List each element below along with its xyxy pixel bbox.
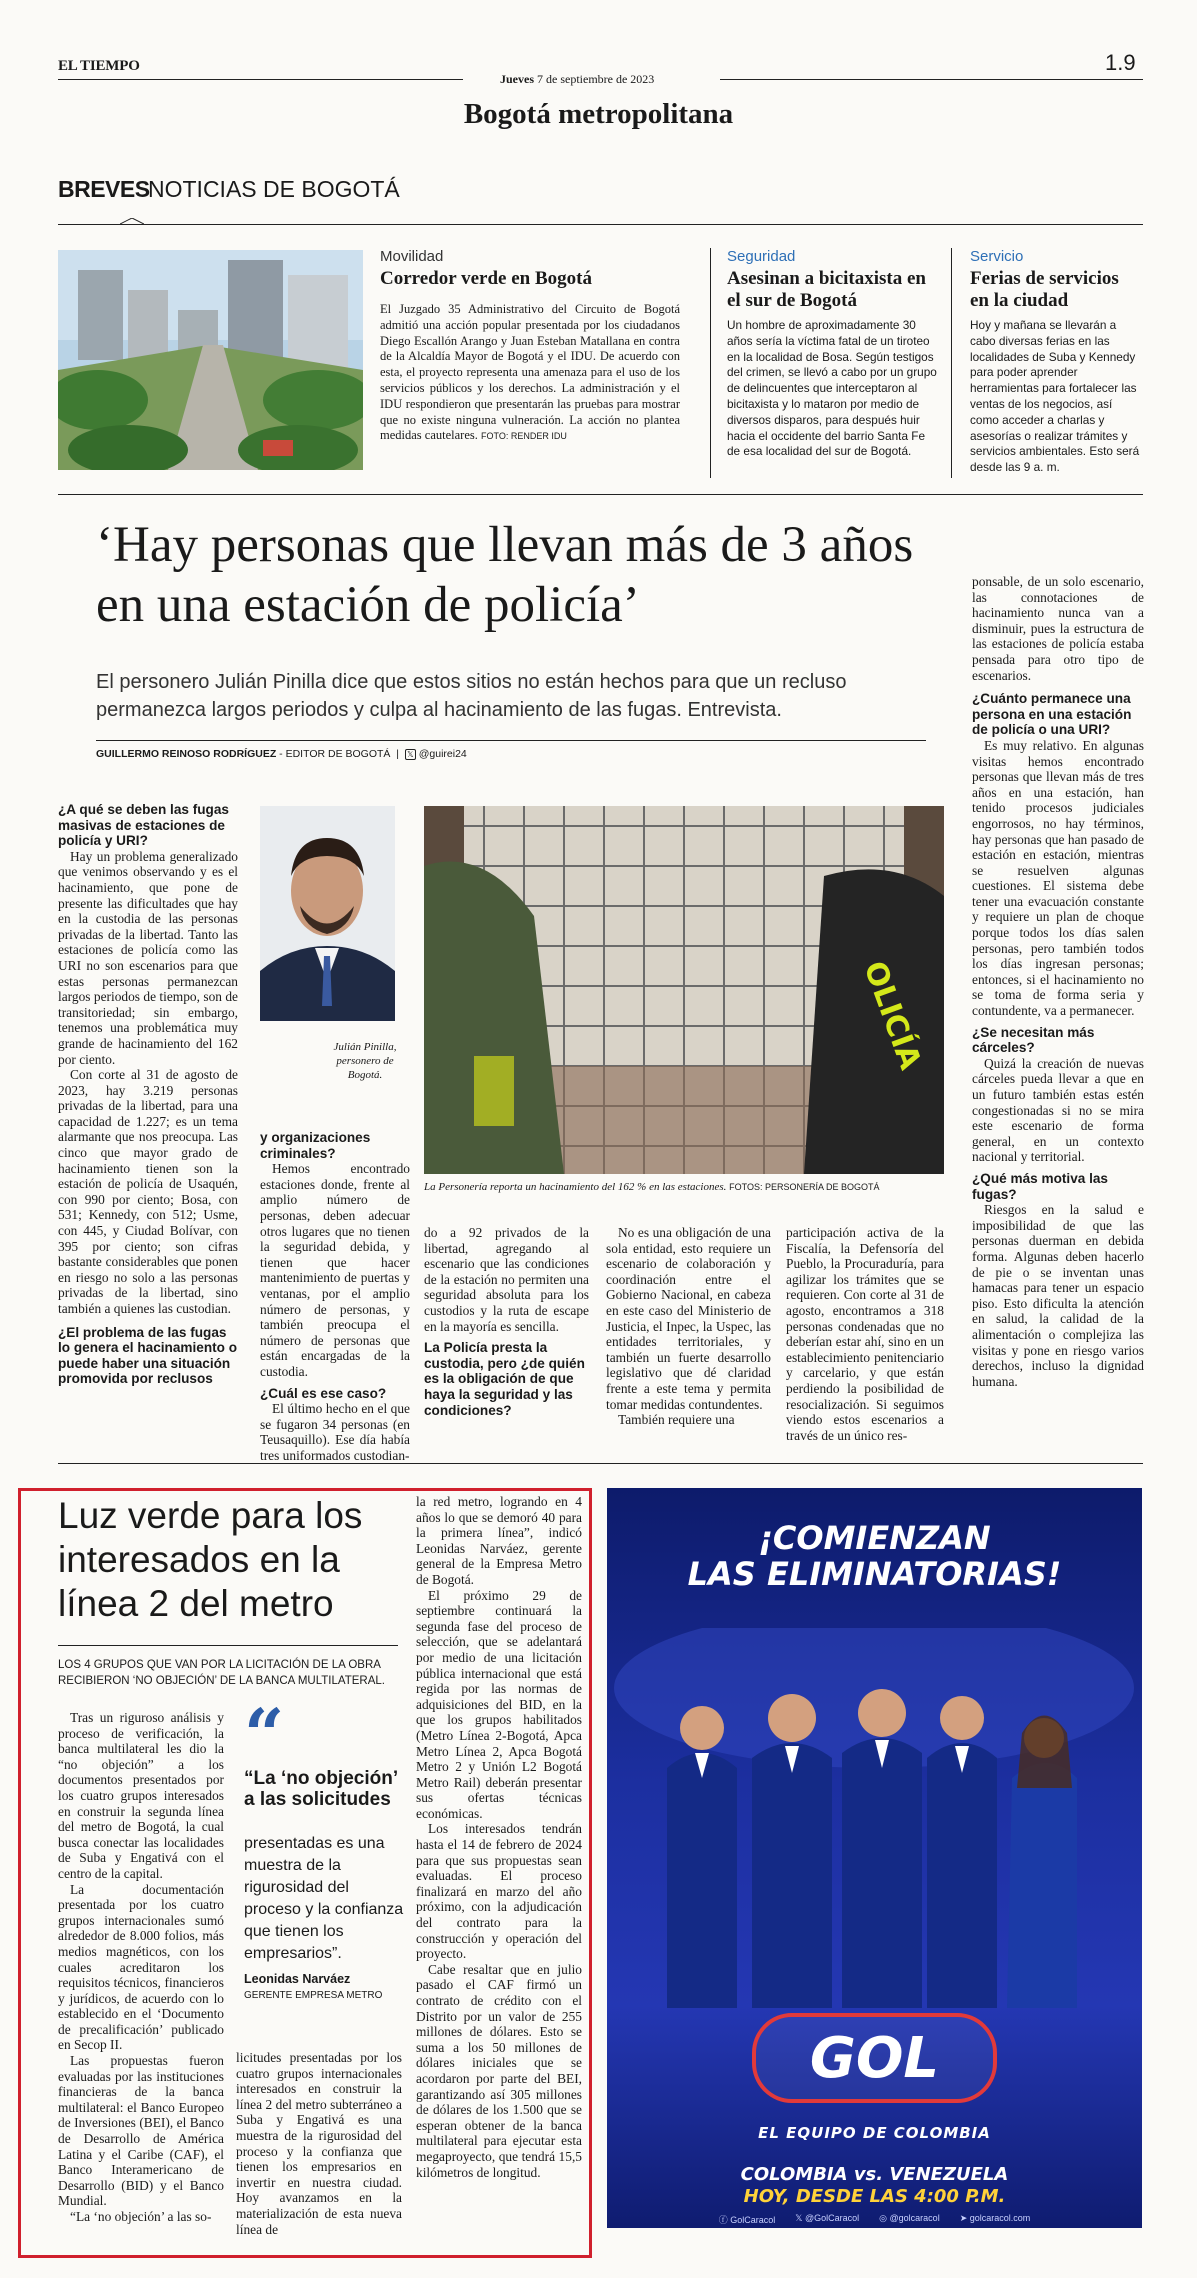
web-icon-link[interactable]: ➤ golcaracol.com: [959, 2213, 1031, 2223]
breves-notch: [120, 218, 144, 228]
breves-bottom-rule: [58, 494, 1143, 495]
pull-quote-role: GERENTE EMPRESA METRO: [244, 1990, 383, 2001]
breves-sublabel: NOTICIAS DE BOGOTÁ: [148, 176, 400, 202]
issue-date: [500, 72, 654, 87]
paragraph: licitudes presentadas por los cuatro grupos internacionales interesados en construir la línea 2 del metro subterráneo a Suba y Engativá es una muestra de la rigurosidad del proceso y la confianza que tienen los empresarios en invertir en nuestra ciudad. Hoy avanzamos en la materialización de esta nueva línea de: [236, 2050, 402, 2237]
ad-tagline: EL EQUIPO DE COLOMBIA: [758, 2124, 991, 2142]
paragraph: Tras un riguroso análisis y proceso de verificación, la banca multilateral les dio la “no objeción” a los documentos presentados por los cuatro grupos interesados en construir la segunda línea del metro de Bogotá, la cual busca conectar las localidades de Suba y Engativá con el centro de la capital.: [58, 1710, 224, 1881]
portrait-caption: Julián Pinilla, personero de Bogotá.: [333, 1041, 397, 1081]
gol-logo: GOL: [752, 2013, 997, 2103]
ad-social-links: [607, 2213, 1142, 2226]
answer: Con corte al 31 de agosto de 2023, hay 3.219 personas privadas de la libertad, para una capacidad de 1.227; es un tema alarmante que nos preocupa. Las cinco que mayor grado de hacinamiento tienen son la estación de policía de Usaquén, con 990 por ciento; Bosa, con 531; Kennedy, con 512; Usme, con 445, y Ciudad Bolívar, con 395 por ciento; son cifras bastante considerables que ponen en riesgo no solo a las personas privadas de la libertad, sino también a quienes las custodian.: [58, 1067, 238, 1316]
question-end: y organizaciones criminales?: [260, 1130, 371, 1161]
quote-mark-icon: “: [244, 1693, 285, 1776]
header-rule-left: [58, 79, 463, 80]
question: La Policía presta la custodia, pero ¿de quién es la obligación de que haya la seguridad y las condiciones?: [424, 1340, 585, 1418]
portrait-photo: [260, 806, 395, 1021]
brief-1-credit: FOTO: RENDER IDU: [481, 431, 567, 442]
interview-col-3: [424, 1225, 589, 1418]
breves-divider-2: [951, 248, 952, 478]
paragraph: Las propuestas fueron evaluadas por las instituciones financieras de la banca multilateral: el Banco Europeo de Inversiones (BEI), el Banco de Desarrollo de América Latina y el Caribe (CAF), el Banco Interamericano de Desarrollo (BID) y el Banco Mundial.: [58, 2053, 224, 2209]
question: ¿A qué se deben las fugas masivas de estaciones de policía y URI?: [58, 802, 229, 849]
question: ¿Cuánto permanece una persona en una estación de policía o una URI?: [972, 691, 1132, 738]
photo-caption: [424, 1180, 944, 1194]
interview-col-6: [972, 574, 1144, 1389]
station-photo: [424, 806, 944, 1174]
social-handle: GolCaracol: [730, 2215, 776, 2225]
metro-title: Luz verde para los interesados en la línea 2 del metro: [58, 1495, 363, 1624]
ad-time: HOY, DESDE LAS 4:00 P.M.: [743, 2186, 1006, 2207]
paragraph: El próximo 29 de septiembre continuará la segunda fase del proceso de selección, que se adelantará por medio de una licitación pública internacional que está regida por las normas de adquisiciones del BID, en la que los grupos habilitados (Metro Línea 2-Bogotá, Apca Metro Línea 2, Apca Bogotá Metro 2 y Unión L2 Bogotá Metro Rail) deberán presentar sus ofertas técnicas económicas.: [416, 1587, 582, 1821]
question: ¿El problema de las fugas lo genera el hacinamiento o puede haber una situación promovida por reclusos: [58, 1324, 238, 1387]
issue-date-rest: 7 de septiembre de 2023: [534, 72, 655, 86]
masthead-logo: EL TIEMPO: [58, 58, 140, 74]
pull-quote-lead: “La ‘no objeción’ a las solicitudes: [244, 1768, 398, 1810]
byline-rule: [96, 740, 926, 741]
breves-divider-1: [710, 248, 711, 478]
answer: participación activa de la Fiscalía, la Defensoría del Pueblo, la Procuraduría, para agilizar los trámites que se requieren. Con corte al 31 de agosto, encontramos a 318 personas condenadas que no deberían estar ahí, sino en un establecimiento penitenciario y carcelario, y que están perdiendo la posibilidad de resocialización. Si seguimos viendo estos escenarios a través de un único res-: [786, 1225, 944, 1443]
brief-3-title: Ferias de servicios en la ciudad: [970, 268, 1119, 311]
page-number: 1.9: [1105, 50, 1136, 75]
instagram-icon-link[interactable]: ◎ @golcaracol: [879, 2213, 940, 2223]
breves-rule: [58, 224, 1143, 225]
main-bottom-rule: [58, 1463, 1143, 1464]
interview-col-1: [58, 802, 238, 1387]
brief-3-text: Hoy y mañana se llevarán a cabo diversas ferias en las localidades de Suba y Kennedy para poder aprender herramientas para fortalecer las ventas de los negocios, así como acceder a charlas y asesorías o realizar trámites y servicios ambientales. Esto será desde las 9 a. m.: [970, 318, 1140, 475]
ad-headline: [607, 1520, 1142, 1592]
byline-role: - EDITOR DE BOGOTÁ: [276, 748, 391, 760]
main-deck: El personero Julián Pinilla dice que estos sitios no están hechos para que un recluso permanezca largos periodos y culpa al hacinamiento de las fugas. Entrevista.: [96, 671, 847, 721]
question: ¿Qué más motiva las fugas?: [972, 1170, 1108, 1202]
paragraph: la red metro, logrando en 4 años lo que se demoró 40 para la primera línea”, indicó Leonidas Narváez, gerente general de la Empresa Metro de Bogotá.: [416, 1494, 582, 1587]
ad-presenters-image: [607, 1628, 1142, 2008]
interview-col-2: [260, 1130, 410, 1463]
social-handle: golcaracol.com: [969, 2213, 1031, 2223]
ad-match: COLOMBIA vs. VENEZUELA: [740, 2164, 1009, 2185]
ad-headline-line1: ¡COMIENZAN: [758, 1519, 991, 1557]
x-icon: 𝕏: [405, 749, 416, 760]
question: ¿Se necesitan más cárceles?: [972, 1024, 1095, 1056]
metro-col-2: [236, 2050, 402, 2237]
pull-quote-body: presentadas es una muestra de la rigurosidad del proceso y la confianza que tienen los empresarios”.: [244, 1835, 404, 1962]
brief-1-text: [380, 302, 680, 445]
x-icon-link[interactable]: 𝕏 @GolCaracol: [795, 2213, 860, 2223]
main-headline: ‘Hay personas que llevan más de 3 años en una estación de policía’: [96, 517, 914, 633]
answer: Es muy relativo. En algunas visitas hemos encontrado personas que llevan más de tres años en una estación, han tenido procesos judiciales engorrosos, no hay términos, hay personas que han pasado de estación en estación, mientras se resuelven algunas cuestiones. El sistema debe tener una evacuación constante y requiere un plan de choque porque todos los días salen personas, pero también todos los días ingresan personas; entonces, si el hacinamiento no se toma de forma seria y contundente, va a permanecer.: [972, 737, 1144, 1019]
brief-2-kicker: Seguridad: [727, 248, 796, 265]
issue-day: Jueves: [500, 72, 534, 86]
photo-credit: FOTOS: PERSONERÍA DE BOGOTÁ: [729, 1182, 880, 1192]
interview-col-5: [786, 1225, 944, 1443]
paragraph: Cabe resaltar que en julio pasado el CAF firmó un contrato de crédito con el Distrito por un valor de 255 millones de dólares. Esto se suma a los 50 millones de dólares iniciales que se acordaron por parte del BEI, garantizando así 305 millones de dólares de los 1.500 que se esperan obtener de la banca multilateral para ejecutar esta megaproyecto, que tendrá 15,5 kilómetros de longitud.: [416, 1961, 582, 2180]
answer: Quizá la creación de nuevas cárceles pueda llevar a que en un futuro también estas estén congestionadas si no se mira este escenario de forma general, en un contexto nacional y territorial.: [972, 1055, 1144, 1165]
answer: El último hecho en el que se fugaron 34 personas (en Teusaquillo). Ese día había tres uniformados custodian-: [260, 1401, 410, 1463]
brief-2-title: Asesinan a bicitaxista en el sur de Bogotá: [727, 268, 926, 311]
paragraph: “La ‘no objeción’ a las so-: [70, 2209, 212, 2224]
brief-1-kicker: Movilidad: [380, 248, 444, 265]
paragraph: La documentación presentada por los cuatro grupos internacionales sumó alrededor de 8.000 folios, más medios magnéticos, con los cuales acreditaron los requisitos técnicos, financieros y jurídicos, de acuerdo con lo establecido en el ‘Documento de precalificación’ publicado en Secop II.: [58, 1881, 224, 2053]
brief-2-text: Un hombre de aproximadamente 30 años sería la víctima fatal de un tiroteo en la localidad de Bosa. Según testigos del crimen, se llevó a cabo por un grupo de delincuentes que interceptaron al bicitaxista y lo mataron por medio de diversos disparos, para después huir hacia el occidente del barrio Santa Fe de esa localidad del sur de Bogotá.: [727, 318, 937, 459]
answer: No es una obligación de una sola entidad, esto requiere un escenario de colaboración y coordinación entre el Gobierno Nacional, en cabeza en este caso del Ministerio de Justicia, el Inpec, la Uspec, las entidades territoriales, y también un fuerte desarrollo legislativo que dé claridad frente a este tema y permita tomar medidas contundentes.: [606, 1225, 771, 1412]
photo-caption-text: La Personería reporta un hacinamiento del 162 % en las estaciones.: [424, 1181, 727, 1193]
interview-col-4: [606, 1225, 771, 1428]
answer: También requiere una: [618, 1412, 735, 1428]
vest-text: OLICÍA: [856, 956, 928, 1075]
facebook-icon-link[interactable]: ⓕ GolCaracol: [718, 2215, 776, 2225]
pull-quote-author: Leonidas Narváez: [244, 1972, 351, 1986]
gol-caracol-ad[interactable]: [607, 1488, 1142, 2228]
brief-1-body: El Juzgado 35 Administrativo del Circuito de Bogotá admitió una acción popular presentada por los ciudadanos Diego Escallón Arango y Juan Esteban Matallana en contra de la Alcaldía Mayor de Bogotá y el IDU. De acuerdo con esta, el proyecto representa una amenaza para el uso de los servicios públicos y los derechos. La administración y el IDU respondieron que presentarán las pruebas para mostrar que no existe ninguna vulneración. La acción no plantea medidas cautelares.: [380, 302, 680, 443]
metro-col-3: [416, 1494, 582, 2180]
answer: ponsable, de un solo escenario, las connotaciones de hacinamiento nunca van a disminuir, pues la estructura de las estaciones de policía estaba pensada para otro tipo de escenarios.: [972, 574, 1144, 683]
metro-rule: [58, 1645, 398, 1646]
byline: GUILLERMO REINOSO RODRÍGUEZ - EDITOR DE BOGOTÁ | 𝕏 @guirei24: [96, 748, 467, 760]
brief-3-kicker: Servicio: [970, 248, 1024, 265]
header-rule-right: [720, 79, 1143, 80]
question: ¿Cuál es ese caso?: [260, 1385, 387, 1401]
answer: do a 92 privados de la libertad, agregando al escenario que las condiciones de la estación no permiten una seguridad absoluta para los custodios y la ruta de escape en la mayoría es sencilla.: [424, 1225, 589, 1334]
paragraph: Los interesados tendrán hasta el 14 de febrero de 2024 para que sus propuestas sean evaluadas. El proceso finalizará en marzo del año próximo, con la adjudicación del contrato para la construcción y operación del proyecto.: [416, 1821, 582, 1962]
breves-label: BREVES: [58, 176, 150, 202]
corredor-verde-photo: [58, 250, 363, 470]
brief-1-title: Corredor verde en Bogotá: [380, 268, 592, 289]
ad-headline-line2: LAS ELIMINATORIAS!: [687, 1555, 1062, 1593]
social-handle: @GolCaracol: [805, 2213, 860, 2223]
byline-author: GUILLERMO REINOSO RODRÍGUEZ: [96, 748, 277, 760]
answer: Hay un problema generalizado que venimos observando y es el hacinamiento, que pone de presente las dificultades que hay en la custodia de las personas privadas de la libertad. Tanto las estaciones de policía como las URI no son escenarios para que estas personas permanezcan largos periodos de tiempo, son de transitoriedad; sin embargo, tenemos una problemática muy grande de hacinamiento del 162 por ciento.: [58, 848, 238, 1067]
metro-subtitle: LOS 4 GRUPOS QUE VAN POR LA LICITACIÓN DE LA OBRA RECIBIERON ‘NO OBJECIÓN’ DE LA BANCA MULTILATERAL.: [58, 1659, 385, 1687]
section-title: Bogotá metropolitana: [463, 98, 734, 130]
answer: Riesgos en la salud e imposibilidad de que las personas duerman en debida forma. Algunas deben hacerlo de pie o se inventan unas hamacas para tener un espacio piso. Esto dificulta la atención en salud, la calidad de la alimentación o complejiza las visitas y pone en riesgo varios derechos, incluso la dignidad humana.: [972, 1202, 1144, 1389]
answer: Hemos encontrado estaciones donde, frente al amplio número de personas, deben adecuar otros lugares que no tienen la seguridad debida, y tienen que hacer mantenimiento de puertas y ventanas, por el amplio número de personas, y también preocupa el número de personas que están encargadas de la custodia.: [260, 1161, 410, 1379]
social-handle: @golcaracol: [889, 2213, 940, 2223]
byline-handle[interactable]: @guirei24: [418, 748, 467, 760]
metro-col-1: [58, 1710, 224, 2225]
